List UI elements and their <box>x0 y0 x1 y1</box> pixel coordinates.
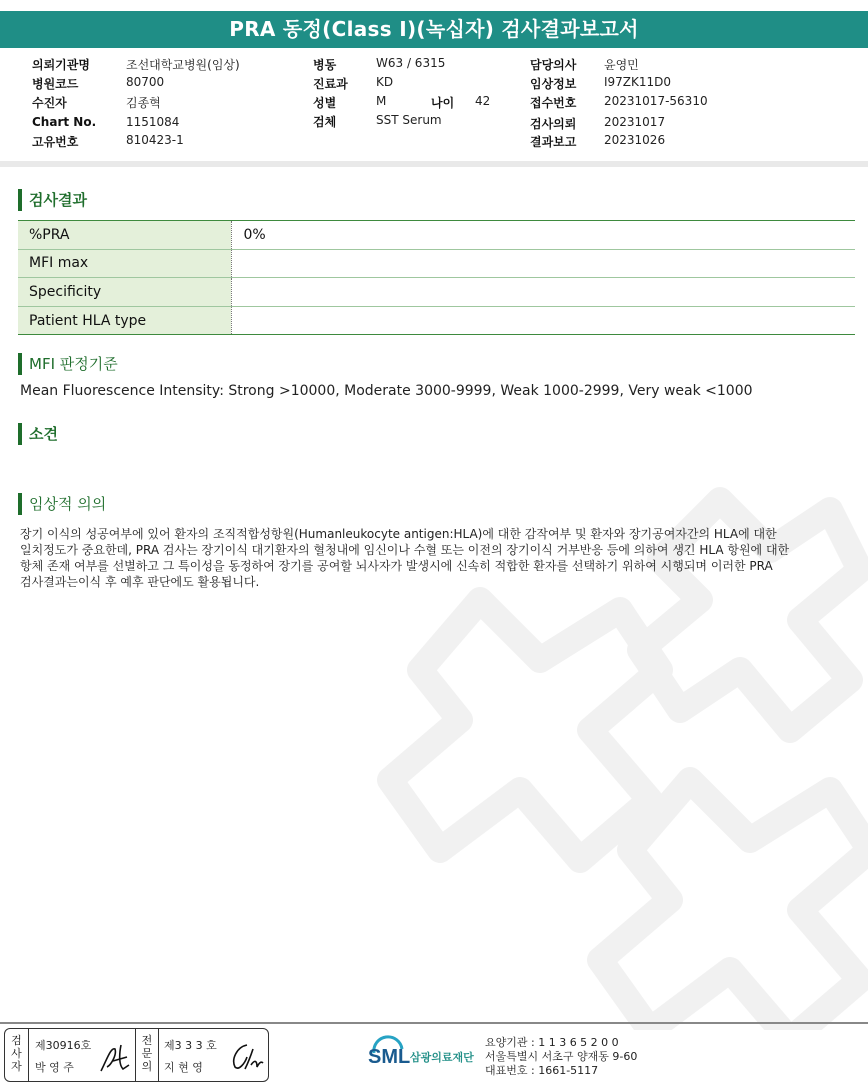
dept-value: KD <box>376 75 394 89</box>
report-date-label: 결과보고 <box>530 135 577 149</box>
specialist-signature-icon <box>227 1039 267 1075</box>
specialist-label: 전문의 <box>141 1034 153 1073</box>
institution-value: 조선대학교병원(임상) <box>126 58 240 72</box>
table-row <box>18 221 855 250</box>
tester-license: 제30916호 <box>35 1039 92 1052</box>
result-key: MFI max <box>18 249 231 278</box>
chart-label: Chart No. <box>32 115 97 129</box>
foundation-name: 삼광의료재단 <box>410 1051 474 1064</box>
report-title: PRA 동정(Class I)(녹십자) 검사결과보고서 <box>0 11 868 48</box>
report-date-value: 20231026 <box>604 133 666 147</box>
clinical-significance-text <box>20 526 840 590</box>
table-row <box>18 278 855 307</box>
dept-label: 진료과 <box>313 77 348 91</box>
doctor-label: 담당의사 <box>530 58 577 72</box>
specimen-value: SST Serum <box>376 113 442 127</box>
sex-label: 성별 <box>313 96 337 110</box>
hospital-code-value: 80700 <box>126 75 165 89</box>
specialist-name: 지 현 영 <box>164 1061 203 1074</box>
hospital-code-label: 병원코드 <box>32 77 79 91</box>
patient-value: 김종혁 <box>126 96 161 110</box>
org-code: 요양기관 : 1 1 3 6 5 2 0 0 <box>485 1036 619 1049</box>
age-value: 42 <box>475 94 491 108</box>
signature-box <box>4 1028 269 1082</box>
clinical-section-title: 임상적 의의 <box>18 493 106 515</box>
specialist-column-label <box>135 1029 159 1081</box>
header-divider <box>0 161 868 167</box>
clinical-line: 일치정도가 중요한데, PRA 검사는 장기이식 대기환자의 혈청내에 임신이나 수혈 또는 이전의 장기이식 거부반응 등에 의하여 생긴 HLA 항원에 대한 <box>20 543 790 557</box>
institution-label: 의뢰기관명 <box>32 58 90 72</box>
clinical-line: 장기 이식의 성공여부에 있어 환자의 조직적합성항원(Humanleukocyte antigen:HLA)에 대한 감작여부 및 환자와 장기공여자간의 HLA에 대한 <box>20 527 777 541</box>
clinical-info-value: I97ZK11D0 <box>604 75 672 89</box>
result-value <box>231 306 855 335</box>
sml-logo-icon <box>366 1033 482 1077</box>
result-value: 0% <box>231 221 855 250</box>
tester-signature-icon <box>97 1041 133 1075</box>
footer-divider <box>0 1022 868 1024</box>
doctor-value: 윤영민 <box>604 58 639 72</box>
tester-name: 박 영 주 <box>35 1061 74 1074</box>
result-value <box>231 278 855 307</box>
receipt-label: 접수번호 <box>530 96 577 110</box>
receipt-value: 20231017-56310 <box>604 94 708 108</box>
table-row <box>18 306 855 335</box>
tester-label: 검사자 <box>11 1034 22 1073</box>
request-label: 검사의뢰 <box>530 117 577 131</box>
clinical-info-label: 임상정보 <box>530 77 577 91</box>
age-label: 나이 <box>431 96 455 110</box>
results-table <box>18 220 855 335</box>
specialist-license: 제3 3 3 호 <box>164 1039 217 1052</box>
tester-column-label <box>5 1029 29 1081</box>
request-value: 20231017 <box>604 115 666 129</box>
ward-label: 병동 <box>313 58 337 72</box>
organization-info <box>485 1036 637 1078</box>
result-value <box>231 249 855 278</box>
sex-value: M <box>376 94 387 108</box>
unique-label: 고유번호 <box>32 135 79 149</box>
org-phone: 대표번호 : 1661-5117 <box>485 1064 599 1077</box>
result-key: Patient HLA type <box>18 306 231 335</box>
result-key: %PRA <box>18 221 231 250</box>
clinical-line: 검사결과는이식 후 예후 판단에도 활용됩니다. <box>20 575 260 589</box>
patient-label: 수진자 <box>32 96 67 110</box>
mfi-section-title: MFI 판정기준 <box>18 353 118 375</box>
unique-value: 810423-1 <box>126 133 184 147</box>
specimen-label: 검체 <box>313 115 337 129</box>
mfi-criteria-text: Mean Fluorescence Intensity: Strong >10000, Moderate 3000-9999, Weak 1000-2999, Very weak <1000 <box>20 383 753 399</box>
logo-text: SML <box>368 1046 411 1068</box>
opinion-section-title: 소견 <box>18 423 58 445</box>
org-address: 서울특별시 서초구 양재동 9-60 <box>485 1050 638 1063</box>
result-key: Specificity <box>18 278 231 307</box>
ward-value: W63 / 6315 <box>376 56 446 70</box>
results-section-title: 검사결과 <box>18 189 87 211</box>
clinical-line: 항체 존재 여부를 선별하고 그 특이성을 동정하여 장기를 공여할 뇌사자가 발생시에 신속히 적합한 환자를 선택하기 위하여 시행되며 이러한 PRA <box>20 559 773 573</box>
table-row <box>18 249 855 278</box>
chart-value: 1151084 <box>126 115 180 129</box>
